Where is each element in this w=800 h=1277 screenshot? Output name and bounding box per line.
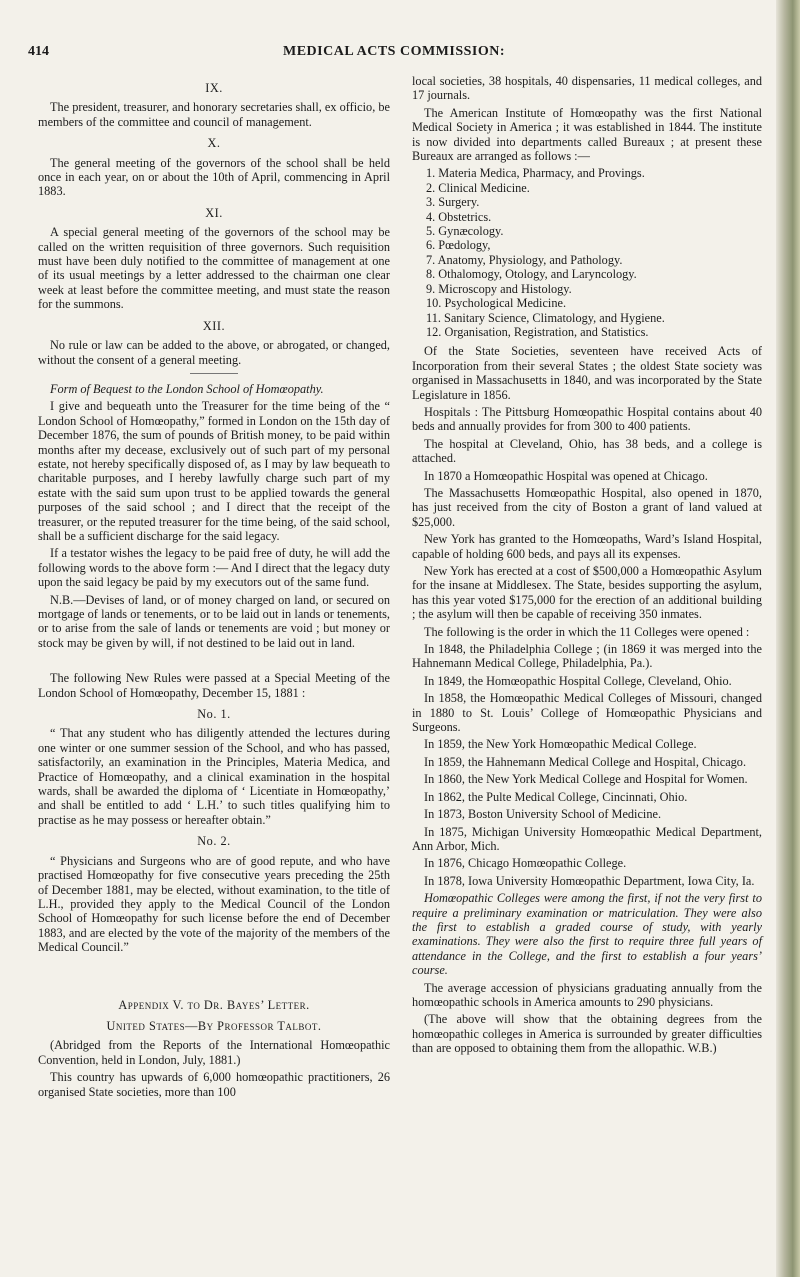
section-heading: IX. xyxy=(205,81,223,95)
closing-note: (The above will show that the obtaining degrees from the homœopathic colleges in America is surrounded by greater difficulties than are opposed to obtaining them from the allopathic. W.B.) xyxy=(412,1012,762,1056)
hospital-paragraph: New York has granted to the Homœopaths, Ward’s Island Hospital, capable of holding 600 beds, and pays all its expenses. xyxy=(412,532,762,561)
departments-list xyxy=(412,166,762,339)
body-paragraph: Of the State Societies, seventeen have received Acts of Incorporation from their several States ; the oldest State society was organised in Massachusetts in 1840, and was incorporated by the State Legislature in 1856. xyxy=(412,344,762,402)
college-entry: In 1849, the Homœopathic Hospital College, Cleveland, Ohio. xyxy=(424,673,732,688)
hospital-paragraph: New York has erected at a cost of $500,000 a Homœopathic Asylum for the insane at Middlesex. The State, besides supporting the asylum, has this year voted $175,000 for the erection of an additional building ; the asylum will then be capable of receiving 350 inmates. xyxy=(412,564,762,622)
list-item: 6. Pœdology, xyxy=(426,238,491,253)
list-item: 10. Psychological Medicine. xyxy=(426,296,567,311)
hospital-paragraph: Hospitals : The Pittsburg Homœopathic Hospital contains about 40 beds and annually provides for from 300 to 400 patients. xyxy=(412,404,762,434)
college-entry: In 1878, Iowa University Homœopathic Department, Iowa City, Ia. xyxy=(424,873,755,888)
abridged-note: (Abridged from the Reports of the International Homœopathic Convention, held in London, July, 1881.) xyxy=(38,1038,390,1067)
hospital-paragraph: The Massachusetts Homœopathic Hospital, also opened in 1870, has just received from the city of Boston a grant of land valued at $25,000. xyxy=(412,485,762,529)
college-entry: In 1875, Michigan University Homœopathic Medical Department, Ann Arbor, Mich. xyxy=(412,824,762,853)
section-text: No rule or law can be added to the above, or abrogated, or changed, without the consent of a general meeting. xyxy=(38,338,390,367)
list-item: 5. Gynæcology. xyxy=(426,224,504,239)
rule-text: “ Physicians and Surgeons who are of good repute, and who have practised Homœopathy for five consecutive years preceding the 25th of December 1881, may be elected, without examination, to the title of L.H., provided they apply to the Medical Council of the London School of Homœopathy for such license before the end of December 1883, and are elected by the vote of the majority of the members of the Medical Council.” xyxy=(38,853,390,955)
body-paragraph: The American Institute of Homœopathy was the first National Medical Society in America ; it was established in 1844. The institute is now divided into departments called Bureaux ; at present these Bureaux are arranged as follows :— xyxy=(412,105,762,164)
running-title: MEDICAL ACTS COMMISSION: xyxy=(282,44,506,59)
rule-heading: No. 2. xyxy=(197,834,231,849)
section-heading: XII. xyxy=(202,318,226,333)
section-heading: XI. xyxy=(205,205,223,220)
list-item: 7. Anatomy, Physiology, and Pathology. xyxy=(426,252,623,267)
college-entry: In 1848, the Philadelphia College ; (in 1869 it was merged into the Hahnemann Medical College, Philadelphia, Pa.). xyxy=(412,642,762,671)
right-column xyxy=(412,74,762,1059)
page-header xyxy=(28,44,760,66)
colleges-intro: The following is the order in which the 11 Colleges were opened : xyxy=(424,624,750,639)
spacer xyxy=(38,958,390,992)
list-item: 11. Sanitary Science, Climatology, and Hygiene. xyxy=(426,310,665,325)
spacer xyxy=(38,653,390,671)
body-paragraph: local societies, 38 hospitals, 40 dispensaries, 11 medical colleges, and 17 journals. xyxy=(412,74,762,103)
left-column xyxy=(38,74,390,1102)
list-item: 9. Microscopy and Histology. xyxy=(426,281,572,296)
section-heading: X. xyxy=(207,136,221,151)
divider-rule xyxy=(190,373,238,374)
appendix-title: Appendix V. to Dr. Bayes’ Letter. xyxy=(118,997,310,1012)
italic-note: Homœopathic Colleges were among the first, if not the very first to require a preliminary examination or matriculation. They were also the first to establish a graded course of study, with yearly examinations. They were also the first to require three full years of attendance in the College, and the first to establish a four years’ course. xyxy=(412,891,762,978)
rule-heading: No. 1. xyxy=(197,707,231,722)
list-item: 4. Obstetrics. xyxy=(426,209,492,224)
rules-intro: The following New Rules were passed at a Special Meeting of the London School of Homœopathy, December 15, 1881 : xyxy=(38,671,390,700)
college-entry: In 1873, Boston University School of Medicine. xyxy=(424,807,662,822)
college-entry: In 1859, the Hahnemann Medical College and Hospital, Chicago. xyxy=(424,754,747,769)
bequest-paragraph: If a testator wishes the legacy to be paid free of duty, he will add the following words to the above form :— And I direct that the legacy duty upon the said legacy be paid by my executors out of the same fund. xyxy=(38,546,390,590)
list-item: 12. Organisation, Registration, and Statistics. xyxy=(426,324,649,339)
bequest-note: N.B.—Devises of land, or of money charged on land, or secured on mortgage of lands or tenements, or to be laid out in lands or tenements, or to arise from the sale of lands or tenements are void ; but money or stock may be given by will, if not destined to be laid out in land. xyxy=(38,592,390,650)
rule-text: “ That any student who has diligently attended the lectures during one winter or one summer session of the School, and who has passed, satisfactorily, an examination in the Principles, Materia Medica, and Practice of Homœopathy, and a clinical examination in the hospital wards, shall be awarded the diploma of ‘ Licentiate in Homœopathy,’ and shall be entitled to add ‘ L.H.’ to such titles qualifying him to practise as he may possess or hereafter obtain.” xyxy=(38,726,390,827)
page-number: 414 xyxy=(28,44,49,59)
section-subtitle: United States—By Professor Talbot. xyxy=(106,1018,322,1033)
hospital-paragraph: In 1870 a Homœopathic Hospital was opened at Chicago. xyxy=(424,468,708,483)
list-item: 3. Surgery. xyxy=(426,195,480,210)
hospital-paragraph: The hospital at Cleveland, Ohio, has 38 beds, and a college is attached. xyxy=(412,436,762,466)
college-entry: In 1876, Chicago Homœopathic College. xyxy=(424,856,627,871)
bequest-paragraph: I give and bequeath unto the Treasurer for the time being of the “ London School of Homœopathy,” formed in London on the 15th day of December 1876, the sum of pounds of British money, to be paid within months after my decease, exclusively out of such part of my personal estate, not hereby specifically disposed of, as I may by law bequeath to charitable purposes, and I hereby lawfully charge such part of my estate with the said sum upon trust to be applied towards the general purposes of the said school ; and I direct that the receipt of the treasurer, or the reputed treasurer for the time being, of the said school, shall be a sufficient discharge for the said legacy. xyxy=(38,399,390,543)
list-item: 1. Materia Medica, Pharmacy, and Provings. xyxy=(426,166,645,181)
list-item: 8. Othalomogy, Otology, and Laryncology. xyxy=(426,267,637,282)
college-entry: In 1862, the Pulte Medical College, Cincinnati, Ohio. xyxy=(424,789,688,804)
body-paragraph: This country has upwards of 6,000 homœopathic practitioners, 26 organised State societies, more than 100 xyxy=(38,1070,390,1099)
college-entry: In 1858, the Homœopathic Medical Colleges of Missouri, changed in 1880 to St. Louis’ College of Homœopathic Physicians and Surgeons. xyxy=(412,691,762,735)
college-entry: In 1859, the New York Homœopathic Medical College. xyxy=(424,737,697,752)
page-edge-shadow xyxy=(776,0,800,1277)
bequest-title: Form of Bequest to the London School of Homœopathy. xyxy=(50,381,324,396)
body-paragraph: The average accession of physicians graduating annually from the homœopathic schools in America amounts to 290 physicians. xyxy=(412,980,762,1009)
section-text: A special general meeting of the governors of the school may be called on the written requisition of three governors. Such requisition must have been duly notified to the committee of management at one of its usual meetings by a letter addressed to the chairman one clear week at least before the committee meeting, and must state the reason for the summons. xyxy=(38,225,390,312)
section-text: The president, treasurer, and honorary secretaries shall, ex officio, be members of the committee and council of management. xyxy=(38,100,390,129)
list-item: 2. Clinical Medicine. xyxy=(426,180,530,195)
college-entry: In 1860, the New York Medical College and Hospital for Women. xyxy=(424,772,748,787)
section-text: The general meeting of the governors of the school shall be held once in each year, on or about the 10th of April, commencing in April 1883. xyxy=(38,155,390,199)
